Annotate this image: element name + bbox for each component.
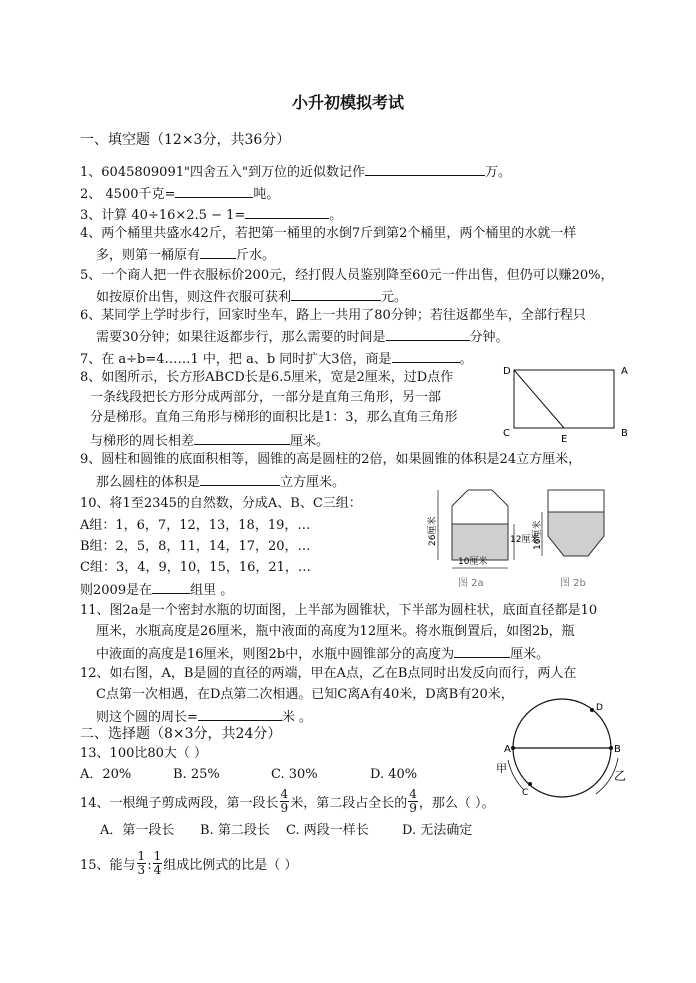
question-11-line-3 [96,645,549,663]
question-text: 14、一根绳子剪成两段，第一段长 [80,796,279,811]
answer-blank[interactable] [365,163,485,176]
rectangle-abcd [514,370,614,428]
answer-blank[interactable] [392,350,460,363]
point-b [609,746,613,750]
question-4-line-2 [96,246,275,264]
fraction [408,788,418,815]
section-fill-in: 一、填空题（12×3分，共36分） [80,132,291,148]
question-text: 厘米。 [290,434,330,449]
question-10-line-5 [80,581,233,599]
question-text: 则这个圆的周长= [96,710,198,725]
question-4-line-1: 4、两个桶里共盛水42斤，若把第一桶里的水倒7斤到第2个桶里，两个桶里的水就一样 [80,226,577,241]
page-title: 小升初模拟考试 [291,93,404,112]
group-a: A组：1，6，7，12，13，18，19，… [80,518,311,533]
ratio-colon: : [147,858,152,873]
label-jia: 甲 [496,762,507,775]
question-text: 7、在 a÷b=4……1 中，把 a、b 同时扩大3倍，商是 [80,352,392,367]
question-text: 则2009是在 [80,583,153,598]
answer-blank[interactable] [175,185,253,198]
answer-blank[interactable] [291,288,381,301]
question-5-line-2 [96,288,407,306]
question-7 [80,350,473,368]
question-text: 2、 4500千克= [80,187,176,202]
height-26-label: 26厘米 [428,516,438,546]
question-8-line-2: 一条线段把长方形分成两部分，一部分是直角三角形，另一部 [90,390,442,405]
question-text: 斤水。 [236,248,276,263]
option-a[interactable]: A．20% [80,767,132,782]
option-b[interactable]: B. 25% [173,767,220,782]
label-d: D [503,366,511,377]
label-c: C [522,788,529,798]
point-c [528,782,532,786]
question-text: ，那么（ ）。 [418,796,495,811]
question-text: 与梯形的周长相差 [90,434,195,449]
option-a[interactable]: A．第一段长 [100,823,175,838]
question-8-line-1: 8、如图所示，长方形ABCD长是6.5厘米，宽是2厘米，过D点作 [80,370,454,385]
group-c: C组：3，4，9，10，15，16，21，… [80,560,311,575]
question-text: 组里 。 [190,583,234,598]
segment-de [514,370,564,428]
section-multiple-choice: 二、选择题（8×3分，共24分） [80,726,282,742]
answer-blank[interactable] [200,246,236,259]
height-12-label: 12厘米 [510,535,540,545]
question-6-line-1: 6、某同学上学时步行，回家时坐车，路上一共用了80分钟；若往返都坐车，全部行程只 [80,308,586,323]
question-text: 如按原价出售，则这件衣服可获利 [96,290,292,305]
question-text: 需要30分钟；如果往返都步行，那么需要的时间是 [96,330,386,345]
option-b[interactable]: B. 第二段长 [200,823,270,838]
option-c[interactable]: C. 两段一样长 [286,823,369,838]
question-12-line-3 [96,708,312,726]
caption-2b: 图 2b [560,578,586,589]
question-2 [80,185,279,203]
option-d[interactable]: D. 无法确定 [402,823,473,838]
width-10-label: 10厘米 [458,557,488,567]
option-d[interactable]: D. 40% [370,767,418,782]
question-12-line-1: 12、如右图，A，B是圆的直径的两端，甲在A点，乙在B点同时出发反向而行，两人在 [80,666,577,681]
numerator: 4 [280,787,289,801]
label-b: B [614,744,621,755]
question-3 [80,206,342,224]
label-a: A [504,744,511,755]
question-9-line-1: 9、圆柱和圆锥的底面积相等，圆锥的高是圆柱的2倍，如果圆锥的体积是24立方厘米， [80,452,582,467]
label-d: D [596,703,603,713]
label-a: A [621,366,628,377]
label-yi: 乙 [614,769,627,783]
question-text: 元。 [381,290,408,305]
fraction [280,788,290,815]
bottle-2b-water [548,512,604,556]
point-a [511,746,515,750]
question-text: 组成比例式的比是（ ） [163,858,298,873]
numerator: 1 [153,849,162,863]
question-text: 吨。 [253,187,280,202]
question-text: 米 。 [281,710,313,725]
question-6-line-2 [96,328,509,346]
bottle-figures [424,484,624,596]
answer-blank[interactable] [200,473,280,486]
question-1 [80,163,511,181]
question-12-line-2: C点第一次相遇，在D点第二次相遇。已知C离A有40米，D离B有20米， [96,687,514,702]
question-11-line-2: 厘米，水瓶高度是26厘米，瓶中液面的高度为12厘米。将水瓶倒置后，如图2b，瓶 [96,624,575,639]
question-text: 中液面的高度是16厘米，则图2b中，水瓶中圆锥部分的高度为 [96,647,455,662]
bottle-2a-water [452,524,508,560]
denominator: 9 [409,801,417,815]
answer-blank[interactable] [152,581,190,594]
numerator: 1 [137,849,146,863]
question-text: 米，第二段占全长的 [290,796,408,811]
label-b: B [621,428,628,439]
question-text: 厘米。 [510,647,550,662]
fraction [153,850,163,877]
denominator: 9 [280,801,289,815]
rectangle-figure [496,360,636,446]
answer-blank[interactable] [454,645,510,658]
answer-blank[interactable] [386,328,470,341]
option-c[interactable]: C. 30% [271,767,318,782]
point-d [590,708,594,712]
question-text: 。 [459,352,473,367]
height-16-label: 16厘米 [533,520,543,550]
label-c: C [503,428,510,439]
question-13: 13、100比80大（ ） [80,746,208,761]
answer-blank[interactable] [245,206,329,219]
question-10-line-1: 10、将1至2345的自然数，分成A、B、C三组： [80,496,362,511]
question-5-line-1: 5、一个商人把一件衣服标价200元，经打假人员鉴别降至60元一件出售，但仍可以赚20%， [80,268,614,283]
group-b: B组：2，5，8，11，14，17，20，… [80,539,311,554]
question-11-line-1: 11、图2a是一个密封水瓶的切面图，上半部为圆锥状，下半部为圆柱状，底面直径都是10 [80,603,598,618]
question-text: 立方厘米。 [280,475,346,490]
fraction [137,850,147,877]
question-text: 多，则第一桶原有 [96,248,201,263]
question-15 [80,849,298,879]
question-text: 万。 [484,165,511,180]
numerator: 4 [409,787,417,801]
question-text: 1、6045809091"四舍五入"到万位的近似数记作 [80,165,365,180]
question-text: 3、计算 40÷16×2.5 − 1= [80,208,246,223]
question-text: 分钟。 [469,330,509,345]
answer-blank[interactable] [198,708,282,721]
caption-2a: 图 2a [458,578,484,589]
answer-blank[interactable] [194,432,290,445]
question-8-line-4 [90,432,329,450]
denominator: 3 [137,863,146,877]
question-14 [80,787,495,817]
question-8-line-3: 分是梯形。直角三角形与梯形的面积比是1：3，那么直角三角形 [90,410,458,425]
question-9-line-2 [96,473,345,491]
question-text: 。 [329,208,343,223]
question-text: 15、能与 [80,858,136,873]
denominator: 4 [153,863,162,877]
label-e: E [561,434,568,445]
circle-figure [496,698,632,798]
question-text: 那么圆柱的体积是 [96,475,201,490]
